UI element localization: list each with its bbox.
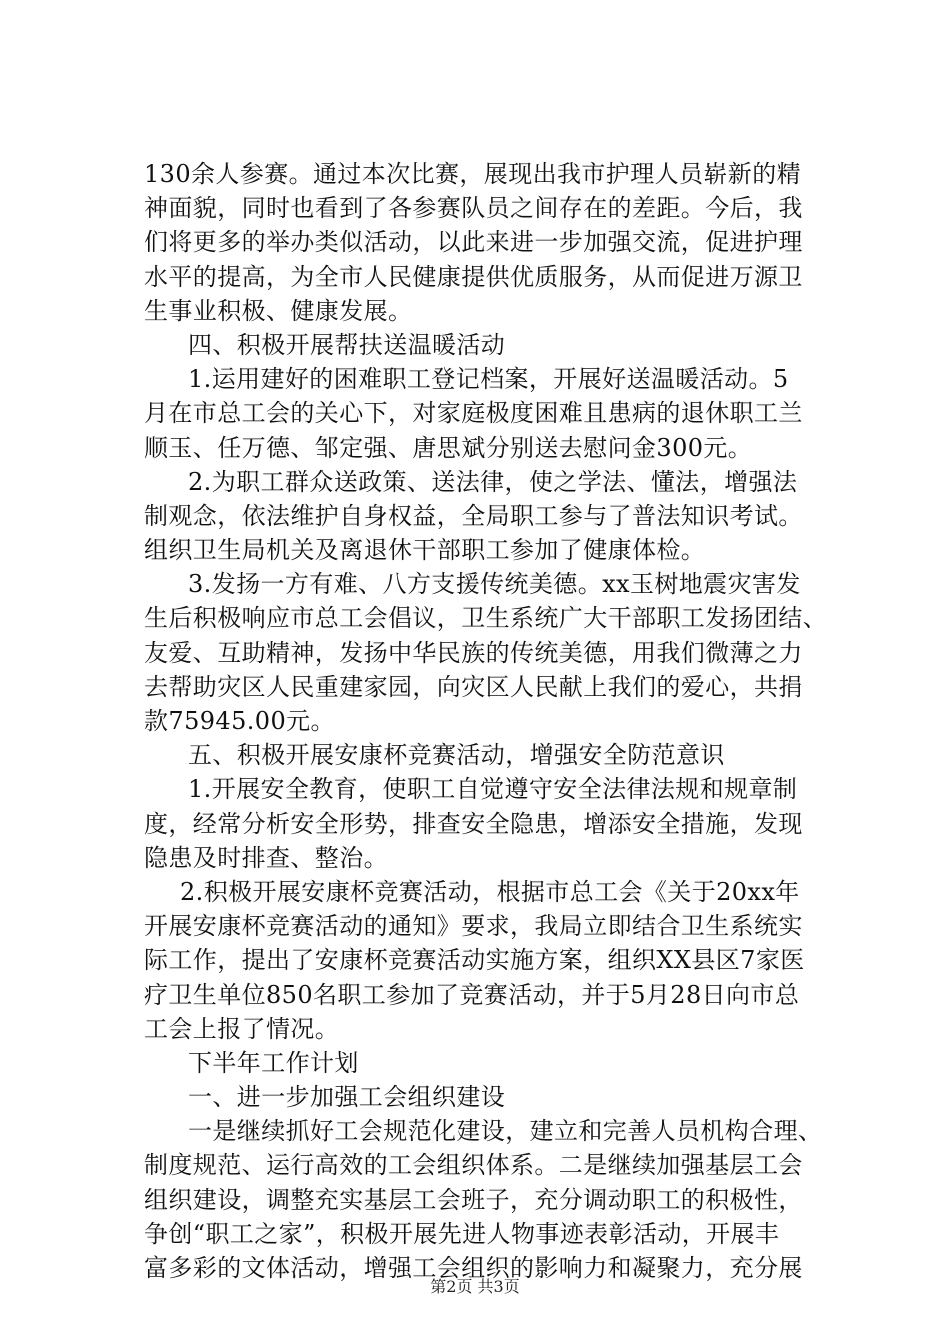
text-line: 组织建设，调整充实基层工会班子，充分调动职工的积极性， xyxy=(144,1185,803,1214)
text-line: 一是继续抓好工会规范化建设，建立和完善人员机构合理、 xyxy=(188,1117,823,1146)
text-line: 款75945.00元。 xyxy=(144,707,335,735)
text-line: 五、积极开展安康杯竞赛活动，增强安全防范意识 xyxy=(188,741,725,770)
text-line: 制度规范、运行高效的工会组织体系。二是继续加强基层工会 xyxy=(144,1151,803,1180)
text-line: 顺玉、任万德、邹定强、唐思斌分别送去慰问金300元。 xyxy=(144,433,753,462)
text-line: 友爱、互助精神，发扬中华民族的传统美德，用我们微薄之力 xyxy=(144,638,803,667)
text-line: 们将更多的举办类似活动，以此来进一步加强交流，促进护理 xyxy=(144,228,803,257)
text-line: 度，经常分析安全形势，排查安全隐患，增添安全措施，发现 xyxy=(144,809,803,838)
text-line: 下半年工作计划 xyxy=(188,1048,359,1077)
text-line: 月在市总工会的关心下，对家庭极度困难且患病的退休职工兰 xyxy=(144,399,803,428)
text-line: 一、进一步加强工会组织建设 xyxy=(188,1083,506,1112)
page-footer: 第2页 共3页 xyxy=(430,1277,520,1296)
text-line: 富多彩的文体活动，增强工会组织的影响力和凝聚力，充分展 xyxy=(144,1254,803,1282)
text-line: 组织卫生局机关及离退休干部职工参加了健康体检。 xyxy=(144,536,706,565)
text-line: 隐患及时排查、整治。 xyxy=(144,843,388,872)
text-line: 开展安康杯竞赛活动的通知》要求，我局立即结合卫生系统实 xyxy=(144,912,803,941)
text-line: 生事业积极、健康发展。 xyxy=(144,296,413,325)
text-line: 1.运用建好的困难职工登记档案，开展好送温暖活动。5 xyxy=(188,365,789,394)
text-line: 130余人参赛。通过本次比赛，展现出我市护理人员崭新的精 xyxy=(144,160,802,188)
text-line: 工会上报了情况。 xyxy=(144,1014,340,1043)
text-line: 2.积极开展安康杯竞赛活动，根据市总工会《关于20xx年 xyxy=(180,877,800,906)
text-line: 制观念，依法维护自身权益，全局职工参与了普法知识考试。 xyxy=(144,501,803,530)
text-line: 四、积极开展帮扶送温暖活动 xyxy=(188,330,506,359)
text-line: 际工作，提出了安康杯竞赛活动实施方案，组织XX县区7家医 xyxy=(144,946,805,975)
text-line: 3.发扬一方有难、八方支援传统美德。xx玉树地震灾害发 xyxy=(188,570,801,599)
text-line: 水平的提高，为全市人民健康提供优质服务，从而促进万源卫 xyxy=(144,262,803,291)
text-line: 生后积极响应市总工会倡议，卫生系统广大干部职工发扬团结、 xyxy=(144,604,828,633)
text-line: 争创“职工之家”，积极开展先进人物事迹表彰活动，开展丰 xyxy=(144,1219,780,1248)
text-line: 2.为职工群众送政策、送法律，使之学法、懂法，增强法 xyxy=(188,467,798,496)
text-line: 神面貌，同时也看到了各参赛队员之间存在的差距。今后，我 xyxy=(144,194,803,223)
text-line: 去帮助灾区人民重建家园，向灾区人民献上我们的爱心，共捐 xyxy=(144,672,803,701)
text-line: 疗卫生单位850名职工参加了竞赛活动，并于5月28日向市总 xyxy=(144,980,800,1009)
text-line: 1.开展安全教育，使职工自觉遵守安全法律法规和规章制 xyxy=(188,775,798,804)
document-body xyxy=(144,157,844,1285)
